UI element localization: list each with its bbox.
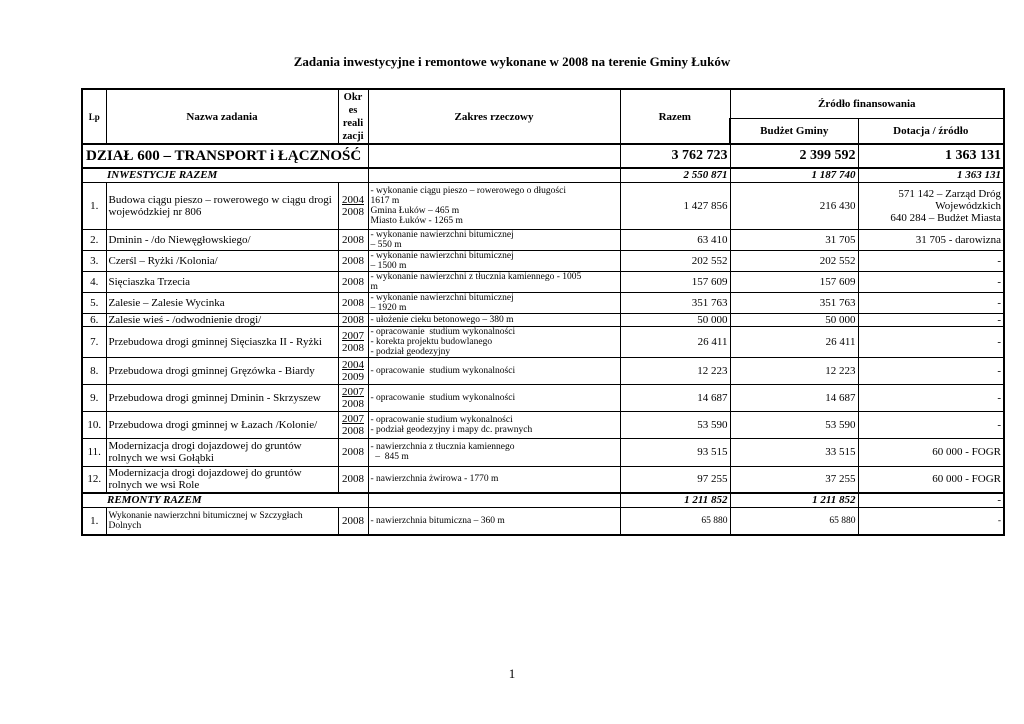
row-dotacja — [858, 411, 1004, 438]
row-dotacja-line: 640 284 – Budżet Miasta — [890, 211, 1001, 224]
row-zakres-line: - podział geodezyjny i mapy dc. prawnych — [370, 424, 533, 435]
row-razem: 1 427 856 — [620, 182, 730, 229]
row-dotacja-line: 31 705 - darowizna — [915, 233, 1001, 246]
dzial-row — [82, 144, 1004, 168]
row-razem: 50 000 — [620, 313, 730, 326]
row-razem: 14 687 — [620, 384, 730, 411]
row-lp: 9. — [82, 384, 106, 411]
row-razem: 53 590 — [620, 411, 730, 438]
row-razem: 351 763 — [620, 292, 730, 313]
row-okres — [338, 326, 368, 357]
row-zakres-line: - wykonanie nawierzchni bitumicznej — [370, 229, 514, 240]
row-zakres-line: - nawierzchnia bitumiczna – 360 m — [370, 515, 505, 526]
row-okres-line: 2008 — [342, 424, 364, 437]
inwestycje-razem: 2 550 871 — [620, 168, 730, 182]
dzial-dotacja: 1 363 131 — [858, 144, 1004, 168]
row-lp: 8. — [82, 357, 106, 384]
row-okres-line: 2008 — [342, 446, 364, 458]
row-nazwa: Dminin - /do Niewęgłowskiego/ — [106, 229, 338, 250]
row-dotacja — [858, 229, 1004, 250]
row-okres-line: 2008 — [342, 397, 364, 410]
row-dotacja — [858, 250, 1004, 271]
row-nazwa: Budowa ciągu pieszo – rowerowego w ciągu drogi wojewódzkiej nr 806 — [106, 182, 338, 229]
row-lp: 12. — [82, 466, 106, 493]
row-nazwa: Modernizacja drogi dojazdowej do gruntów rolnych we wsi Gołąbki — [106, 438, 338, 466]
row-dotacja — [858, 466, 1004, 493]
table-row — [82, 182, 1004, 229]
row-budzet: 12 223 — [730, 357, 858, 384]
row-zakres-line: – 845 m — [370, 452, 409, 462]
row-okres — [338, 466, 368, 493]
row-dotacja-line: - — [997, 391, 1001, 404]
row-zakres — [368, 357, 620, 384]
row-budzet: 33 515 — [730, 438, 858, 466]
row-zakres-line: - opracowanie studium wykonalności — [370, 392, 516, 403]
row-zakres — [368, 292, 620, 313]
table-row — [82, 438, 1004, 466]
inwestycje-row — [82, 168, 1004, 182]
row-razem: 12 223 — [620, 357, 730, 384]
inwestycje-empty — [368, 168, 620, 182]
header-razem: Razem — [620, 89, 730, 144]
row-lp: 7. — [82, 326, 106, 357]
row-budzet: 216 430 — [730, 182, 858, 229]
row-zakres-line: – 550 m — [370, 239, 402, 250]
inwestycje-dotacja: 1 363 131 — [858, 168, 1004, 182]
row-zakres-line: - nawierzchnia żwirowa - 1770 m — [370, 474, 499, 485]
row-lp: 1. — [82, 182, 106, 229]
header-lp: Lp — [82, 89, 106, 144]
remonty-razem: 1 211 852 — [620, 493, 730, 507]
row-dotacja — [858, 182, 1004, 229]
table-row — [82, 507, 1004, 535]
dzial-budzet: 2 399 592 — [730, 144, 858, 168]
row-okres-line: 2007 — [342, 412, 364, 425]
row-okres — [338, 313, 368, 326]
row-zakres — [368, 182, 620, 229]
investment-table — [81, 88, 1005, 536]
row-zakres-line: m — [370, 281, 378, 292]
table-row — [82, 313, 1004, 326]
row-zakres-line: Miasto Łuków - 1265 m — [370, 215, 463, 226]
table-row — [82, 229, 1004, 250]
header-zakres: Zakres rzeczowy — [368, 89, 620, 144]
row-zakres-line: - opracowanie studium wykonalności — [370, 414, 513, 425]
row-budzet: 37 255 — [730, 466, 858, 493]
document-title: Zadania inwestycyjne i remontowe wykonane w 2008 na terenie Gminy Łuków — [293, 54, 731, 69]
row-zakres-line: – 1920 m — [370, 302, 407, 313]
row-dotacja-line: 60 000 - FOGR — [932, 473, 1001, 486]
row-dotacja — [858, 507, 1004, 535]
row-okres-line: 2008 — [342, 473, 364, 486]
row-zakres-line: - wykonanie nawierzchni bitumicznej — [370, 250, 514, 261]
remonty-row — [82, 493, 1004, 507]
row-zakres-line: - podział geodezyjny — [370, 346, 451, 357]
row-zakres — [368, 411, 620, 438]
table-row — [82, 411, 1004, 438]
row-dotacja-line: 571 142 – Zarząd Dróg — [898, 187, 1001, 200]
row-okres — [338, 507, 368, 535]
row-lp: 4. — [82, 271, 106, 292]
row-zakres-line: - korekta projektu budowlanego — [370, 336, 493, 347]
row-zakres — [368, 507, 620, 535]
row-zakres-line: 1617 m — [370, 195, 400, 206]
dzial-name: DZIAŁ 600 – TRANSPORT i ŁĄCZNOŚĆ — [82, 144, 368, 168]
row-dotacja — [858, 313, 1004, 326]
row-zakres-line: Gmina Łuków – 465 m — [370, 205, 460, 216]
remonty-empty — [368, 493, 620, 507]
row-zakres — [368, 466, 620, 493]
row-okres-line: 2008 — [342, 275, 364, 288]
row-okres-line: 2004 — [342, 193, 364, 206]
row-okres — [338, 357, 368, 384]
row-dotacja — [858, 271, 1004, 292]
row-nazwa: Wykonanie nawierzchni bitumicznej w Szczygłach Dolnych — [106, 507, 338, 535]
row-zakres — [368, 326, 620, 357]
page-number: 1 — [508, 666, 516, 681]
row-okres-line: 2008 — [342, 514, 364, 527]
row-zakres-line: - ułożenie cieku betonowego – 380 m — [370, 314, 514, 325]
row-dotacja — [858, 438, 1004, 466]
row-dotacja — [858, 292, 1004, 313]
row-dotacja-line: - — [997, 364, 1001, 377]
row-okres-line: 2008 — [342, 254, 364, 267]
remonty-dotacja: - — [858, 493, 1004, 507]
row-dotacja-line: - — [997, 296, 1001, 309]
table-row — [82, 250, 1004, 271]
row-lp: 3. — [82, 250, 106, 271]
row-dotacja — [858, 384, 1004, 411]
table-row — [82, 466, 1004, 493]
header-okres: Okr es reali zacji — [338, 89, 368, 144]
remonty-label: REMONTY RAZEM — [82, 493, 368, 507]
row-budzet: 26 411 — [730, 326, 858, 357]
row-nazwa: Przebudowa drogi gminnej Dminin - Skrzyszew — [106, 384, 338, 411]
row-zakres-line: - wykonanie nawierzchni z tłucznia kamiennego - 1005 — [370, 271, 582, 282]
row-dotacja — [858, 357, 1004, 384]
row-okres — [338, 411, 368, 438]
row-razem: 157 609 — [620, 271, 730, 292]
row-zakres-line: - nawierzchnia z tłucznia kamiennego — [370, 442, 515, 452]
row-okres — [338, 384, 368, 411]
row-nazwa: Zalesie – Zalesie Wycinka — [106, 292, 338, 313]
header-zrodlo: Źródło finansowania — [730, 89, 1004, 118]
row-okres-line: 2008 — [342, 313, 364, 326]
row-zakres-line: - wykonanie ciągu pieszo – rowerowego o długości — [370, 185, 566, 196]
row-okres-line: 2008 — [342, 205, 364, 218]
row-razem: 93 515 — [620, 438, 730, 466]
row-zakres — [368, 438, 620, 466]
row-budzet: 14 687 — [730, 384, 858, 411]
row-razem: 202 552 — [620, 250, 730, 271]
row-okres — [338, 182, 368, 229]
row-okres — [338, 250, 368, 271]
row-budzet: 50 000 — [730, 313, 858, 326]
row-lp: 1. — [82, 507, 106, 535]
row-dotacja-line: 60 000 - FOGR — [932, 446, 1001, 458]
row-zakres — [368, 229, 620, 250]
row-zakres-line: - wykonanie nawierzchni bitumicznej — [370, 292, 514, 303]
row-razem: 63 410 — [620, 229, 730, 250]
row-nazwa: Przebudowa drogi gminnej Sięciaszka II - Ryżki — [106, 326, 338, 357]
row-razem: 26 411 — [620, 326, 730, 357]
row-zakres — [368, 313, 620, 326]
row-nazwa: Sięciaszka Trzecia — [106, 271, 338, 292]
row-nazwa: Zalesie wieś - /odwodnienie drogi/ — [106, 313, 338, 326]
inwestycje-label: INWESTYCJE RAZEM — [82, 168, 368, 182]
header-dotacja: Dotacja / źródło — [858, 118, 1004, 144]
row-dotacja-line: - — [997, 275, 1001, 288]
dzial-empty — [368, 144, 620, 168]
table-row — [82, 292, 1004, 313]
table-row — [82, 326, 1004, 357]
row-razem: 65 880 — [620, 507, 730, 535]
row-zakres — [368, 384, 620, 411]
row-nazwa: Przebudowa drogi gminnej w Łazach /Kolonie/ — [106, 411, 338, 438]
row-lp: 2. — [82, 229, 106, 250]
row-budzet: 157 609 — [730, 271, 858, 292]
row-budzet: 31 705 — [730, 229, 858, 250]
row-budzet: 65 880 — [730, 507, 858, 535]
table-row — [82, 271, 1004, 292]
row-budzet: 202 552 — [730, 250, 858, 271]
row-zakres — [368, 271, 620, 292]
row-okres — [338, 229, 368, 250]
row-okres-line: 2008 — [342, 341, 364, 354]
row-dotacja-line: - — [997, 418, 1001, 431]
row-dotacja-line: - — [997, 515, 1001, 526]
row-dotacja-line: - — [997, 254, 1001, 267]
remonty-budzet: 1 211 852 — [730, 493, 858, 507]
row-nazwa: Czerśl – Ryżki /Kolonia/ — [106, 250, 338, 271]
row-zakres-line: – 1500 m — [370, 260, 407, 271]
row-lp: 6. — [82, 313, 106, 326]
row-nazwa: Przebudowa drogi gminnej Gręzówka - Biardy — [106, 357, 338, 384]
row-lp: 10. — [82, 411, 106, 438]
row-zakres-line: - opracowanie studium wykonalności — [370, 365, 516, 376]
row-okres-line: 2008 — [342, 233, 364, 246]
row-dotacja-line: - — [997, 335, 1001, 348]
header-budzet: Budżet Gminy — [730, 118, 858, 144]
row-nazwa: Modernizacja drogi dojazdowej do gruntów rolnych we wsi Role — [106, 466, 338, 493]
row-okres — [338, 438, 368, 466]
row-okres-line: 2009 — [342, 370, 364, 383]
row-budzet: 351 763 — [730, 292, 858, 313]
row-razem: 97 255 — [620, 466, 730, 493]
table-row — [82, 384, 1004, 411]
row-okres-line: 2008 — [342, 296, 364, 309]
row-okres-line: 2004 — [342, 358, 364, 371]
row-dotacja-line: - — [997, 313, 1001, 326]
row-lp: 5. — [82, 292, 106, 313]
row-budzet: 53 590 — [730, 411, 858, 438]
row-zakres-line: - opracowanie studium wykonalności — [370, 326, 516, 337]
header-row — [82, 89, 1004, 118]
row-dotacja-line: Wojewódzkich — [935, 199, 1001, 212]
row-okres-line: 2007 — [342, 385, 364, 398]
row-okres-line: 2007 — [342, 329, 364, 342]
header-nazwa: Nazwa zadania — [106, 89, 338, 144]
row-okres — [338, 271, 368, 292]
row-lp: 11. — [82, 438, 106, 466]
row-dotacja — [858, 326, 1004, 357]
row-okres — [338, 292, 368, 313]
dzial-razem: 3 762 723 — [620, 144, 730, 168]
inwestycje-budzet: 1 187 740 — [730, 168, 858, 182]
row-zakres — [368, 250, 620, 271]
table-row — [82, 357, 1004, 384]
